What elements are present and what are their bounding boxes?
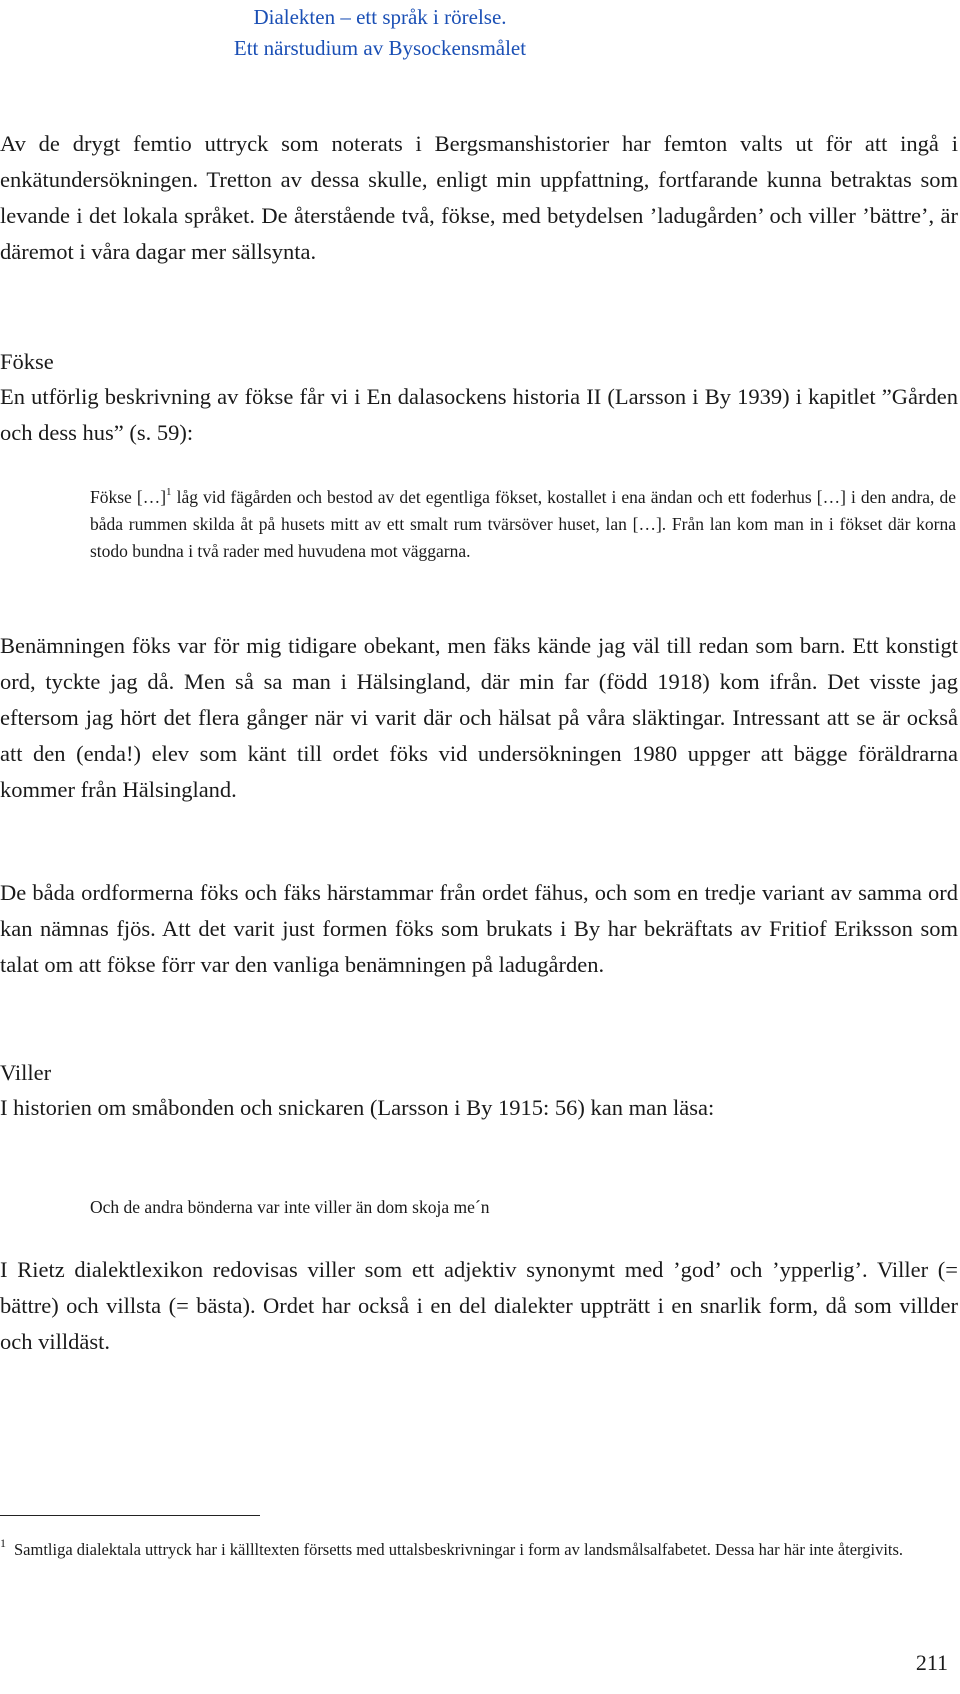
viller-text: I historien om småbonden och snickaren (Larsson i By 1915: 56) kan man läsa: — [0, 1095, 715, 1120]
fokse-section — [0, 347, 958, 451]
footnote-text: Samtliga dialektala uttryck har i källltexten försetts med uttalsbeskrivningar i form av landsmålsalfabetet. Dessa har här inte återgivits. — [14, 1540, 904, 1559]
footnote-separator — [0, 1515, 260, 1516]
viller-section — [0, 1058, 958, 1126]
page-number: 211 — [915, 1650, 948, 1675]
intro-text: Av de drygt femtio uttryck som noterats i Bergsmanshistorier har femton valts ut för att ingå i enkätundersökningen. Tretton av dessa skulle, enligt min uppfattning, fortfarande kunna betraktas som levande i det lokala språket. De återstående två, fökse, med betydelsen ’ladugården’ och viller ’bättre’, är däremot i våra dagar mer sällsynta. — [0, 131, 958, 264]
intro-paragraph — [0, 126, 958, 270]
block-quote-fokse — [90, 484, 956, 565]
fokse-heading: Fökse — [0, 349, 54, 374]
foks-paragraph — [0, 628, 958, 808]
ordformer-paragraph — [0, 875, 958, 983]
rietz-text: I Rietz dialektlexikon redovisas viller som ett adjektiv synonymt med ’god’ och ’ypperlig’. Viller (= bättre) och villsta (= bästa). Ordet har också i en del dialekter uppträtt i en snarlik form, då som villder och villdäst. — [0, 1257, 958, 1354]
rietz-paragraph — [0, 1252, 958, 1360]
viller-heading: Viller — [0, 1060, 52, 1085]
running-header-title: Dialekten – ett språk i rörelse. — [253, 5, 507, 29]
running-header — [0, 2, 760, 64]
running-header-subtitle: Ett närstudium av Bysockensmålet — [233, 36, 527, 60]
ordformer-text: De båda ordformerna föks och fäks härstammar från ordet fähus, och som en tredje variant av samma ord kan nämnas fjös. Att det varit just formen föks som brukats i By har bekräftats av Fritiof Eriksson som talat om att fökse förr var den vanliga benämningen på ladugården. — [0, 880, 958, 977]
footnote-mark: 1 — [0, 1536, 6, 1550]
footnote-reference: 1 — [166, 486, 172, 498]
quote-fokse-rest: låg vid fägården och bestod av det egentliga fökset, kostallet i ena ändan och ett foderhus […] i den andra, de båda rummen skilda åt på husets mitt av ett smalt rum tvärsöver huset, lan […]. Från lan kom man in i fökset där korna stodo bundna i två rader med huvudena mot väggarna. — [90, 487, 957, 561]
foks-text: Benämningen föks var för mig tidigare obekant, men fäks kände jag väl till redan som barn. Ett konstigt ord, tyckte jag då. Men så sa man i Hälsingland, där min far (född 1918) kom ifrån. Det visste jag eftersom jag hört det flera gånger när vi varit där och hälsat på våra släktingar. Intressant att se är också att den (enda!) elev som känt till ordet föks vid undersökningen 1980 uppger att bägge föräldrarna kommer från Hälsingland. — [0, 633, 958, 802]
footnote — [0, 1530, 958, 1563]
quote-fokse-start: Fökse […] — [90, 487, 167, 507]
block-quote-viller: Och de andra bönderna var inte viller än dom skoja me´n — [90, 1197, 490, 1217]
fokse-text: En utförlig beskrivning av fökse får vi i En dalasockens historia II (Larsson i By 1939) i kapitlet ”Gården och dess hus” (s. 59): — [0, 384, 958, 445]
